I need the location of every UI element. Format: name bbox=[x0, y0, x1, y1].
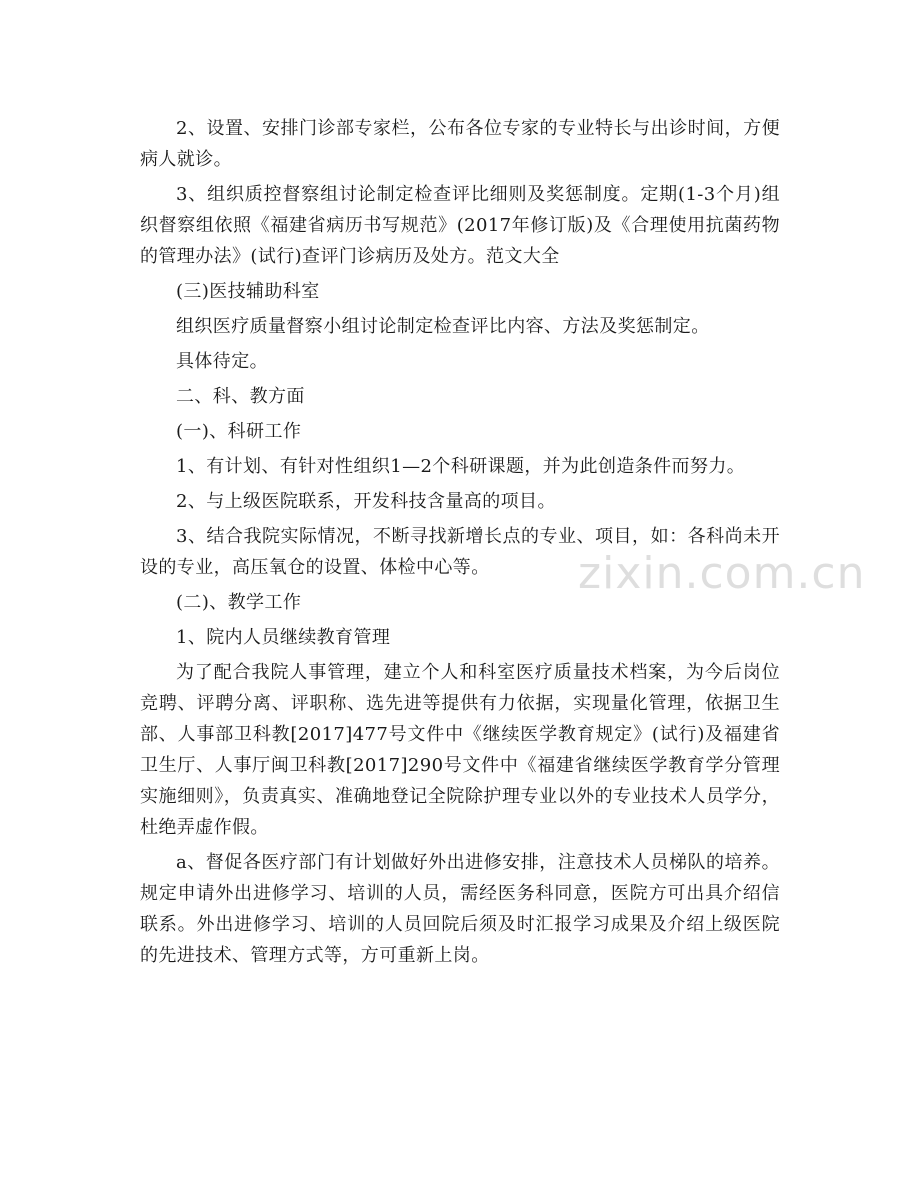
paragraph-4: 具体待定。 bbox=[176, 351, 268, 372]
subsection-heading-teaching: (二)、教学工作 bbox=[176, 592, 302, 613]
paragraph-9: a、督促各医疗部门有计划做好外出进修安排，注意技术人员梯队的培养。规定申请外出进修学习、培训的人员，需经医务科同意，医院方可出具介绍信联系。外出进修学习、培训的人员回院后须及时汇报学习成果及介绍上级医院的先进技术、管理方式等，方可重新上岗。 bbox=[140, 852, 780, 966]
section-heading-medical-tech: (三)医技辅助科室 bbox=[176, 281, 320, 302]
item-heading-continuing-education: 1、院内人员继续教育管理 bbox=[176, 627, 391, 648]
paragraph-3: 组织医疗质量督察小组讨论制定检查评比内容、方法及奖惩制定。 bbox=[176, 316, 710, 337]
paragraph-8: 为了配合我院人事管理，建立个人和科室医疗质量技术档案，为今后岗位竞聘、评聘分离、评职称、选先进等提供有力依据，实现量化管理，依据卫生部、人事部卫科教[2017]477号文件中《继续医学教育规定》(试行)及福建省卫生厅、人事厅闽卫科教[2017]290号文件中《福建省继续医学教育学分管理实施细则》，负责真实、准确地登记全院除护理专业以外的专业技术人员学分，杜绝弄虚作假。 bbox=[140, 662, 780, 838]
paragraph-7: 3、结合我院实际情况，不断寻找新增长点的专业、项目，如：各科尚未开设的专业，高压氧仓的设置、体检中心等。 bbox=[140, 526, 780, 578]
paragraph-2: 3、组织质控督察组讨论制定检查评比细则及奖惩制度。定期(1-3个月)组织督察组依照《福建省病历书写规范》(2017年修订版)及《合理使用抗菌药物的管理办法》(试行)查评门诊病历及处方。范文大全 bbox=[140, 184, 780, 267]
section-heading-research-teaching: 二、科、教方面 bbox=[176, 386, 305, 407]
subsection-heading-research: (一)、科研工作 bbox=[176, 421, 302, 442]
document-body bbox=[140, 113, 780, 975]
paragraph-1: 2、设置、安排门诊部专家栏，公布各位专家的专业特长与出诊时间，方便病人就诊。 bbox=[140, 118, 780, 170]
paragraph-6: 2、与上级医院联系，开发科技含量高的项目。 bbox=[176, 491, 556, 512]
paragraph-5: 1、有计划、有针对性组织1—2个科研课题，并为此创造条件而努力。 bbox=[176, 456, 746, 477]
watermark: zixin.com.cn bbox=[578, 548, 866, 599]
